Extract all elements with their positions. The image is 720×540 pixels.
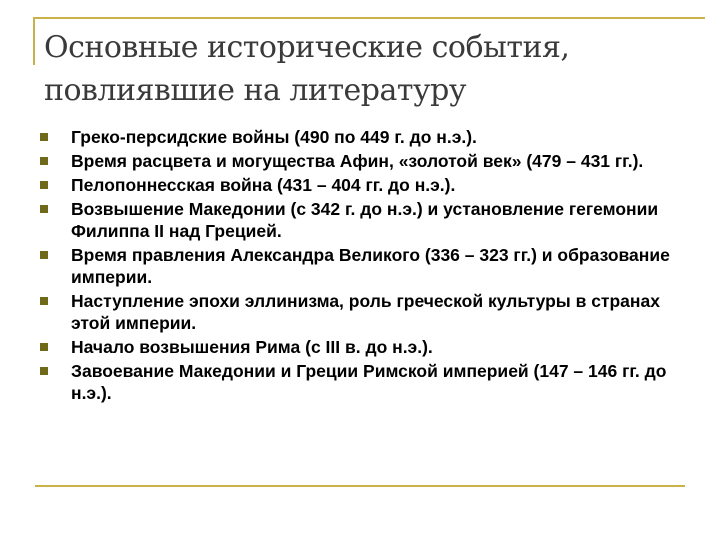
square-bullet-icon (40, 133, 48, 141)
list-item-text: Начало возвышения Рима (с III в. до н.э.). (71, 337, 433, 357)
square-bullet-icon (40, 297, 48, 305)
list-item-text: Время правления Александра Великого (336 – 323 гг.) и образование империи. (71, 245, 670, 287)
list-item (40, 174, 680, 196)
list-item-text: Возвышение Македонии (с 342 г. до н.э.) и установление гегемонии Филиппа II над Грецией. (71, 199, 659, 241)
list-item (40, 198, 680, 242)
list-item-text: Время расцвета и могущества Афин, «золотой век» (479 – 431 гг.). (71, 151, 644, 171)
list-item (40, 290, 680, 334)
square-bullet-icon (40, 181, 48, 189)
left-rule (33, 17, 35, 65)
square-bullet-icon (40, 251, 48, 259)
list-item (40, 126, 680, 148)
list-item-text: Завоевание Македонии и Греции Римской империей (147 – 146 гг. до н.э.). (71, 361, 667, 403)
square-bullet-icon (40, 367, 48, 375)
list-item (40, 336, 680, 358)
top-rule (33, 17, 705, 19)
square-bullet-icon (40, 157, 48, 165)
slide-title: Основные исторические события, повлиявшие на литературу (44, 30, 570, 108)
square-bullet-icon (40, 205, 48, 213)
list-item (40, 244, 680, 288)
list-item-text: Пелопоннесская война (431 – 404 гг. до н.э.). (71, 175, 456, 195)
list-item (40, 360, 680, 404)
bullet-list (40, 126, 680, 406)
bottom-rule (35, 485, 685, 487)
list-item (40, 150, 680, 172)
list-item-text: Наступление эпохи эллинизма, роль греческой культуры в странах этой империи. (71, 291, 660, 333)
square-bullet-icon (40, 343, 48, 351)
list-item-text: Греко-персидские войны (490 по 449 г. до н.э.). (71, 127, 477, 147)
